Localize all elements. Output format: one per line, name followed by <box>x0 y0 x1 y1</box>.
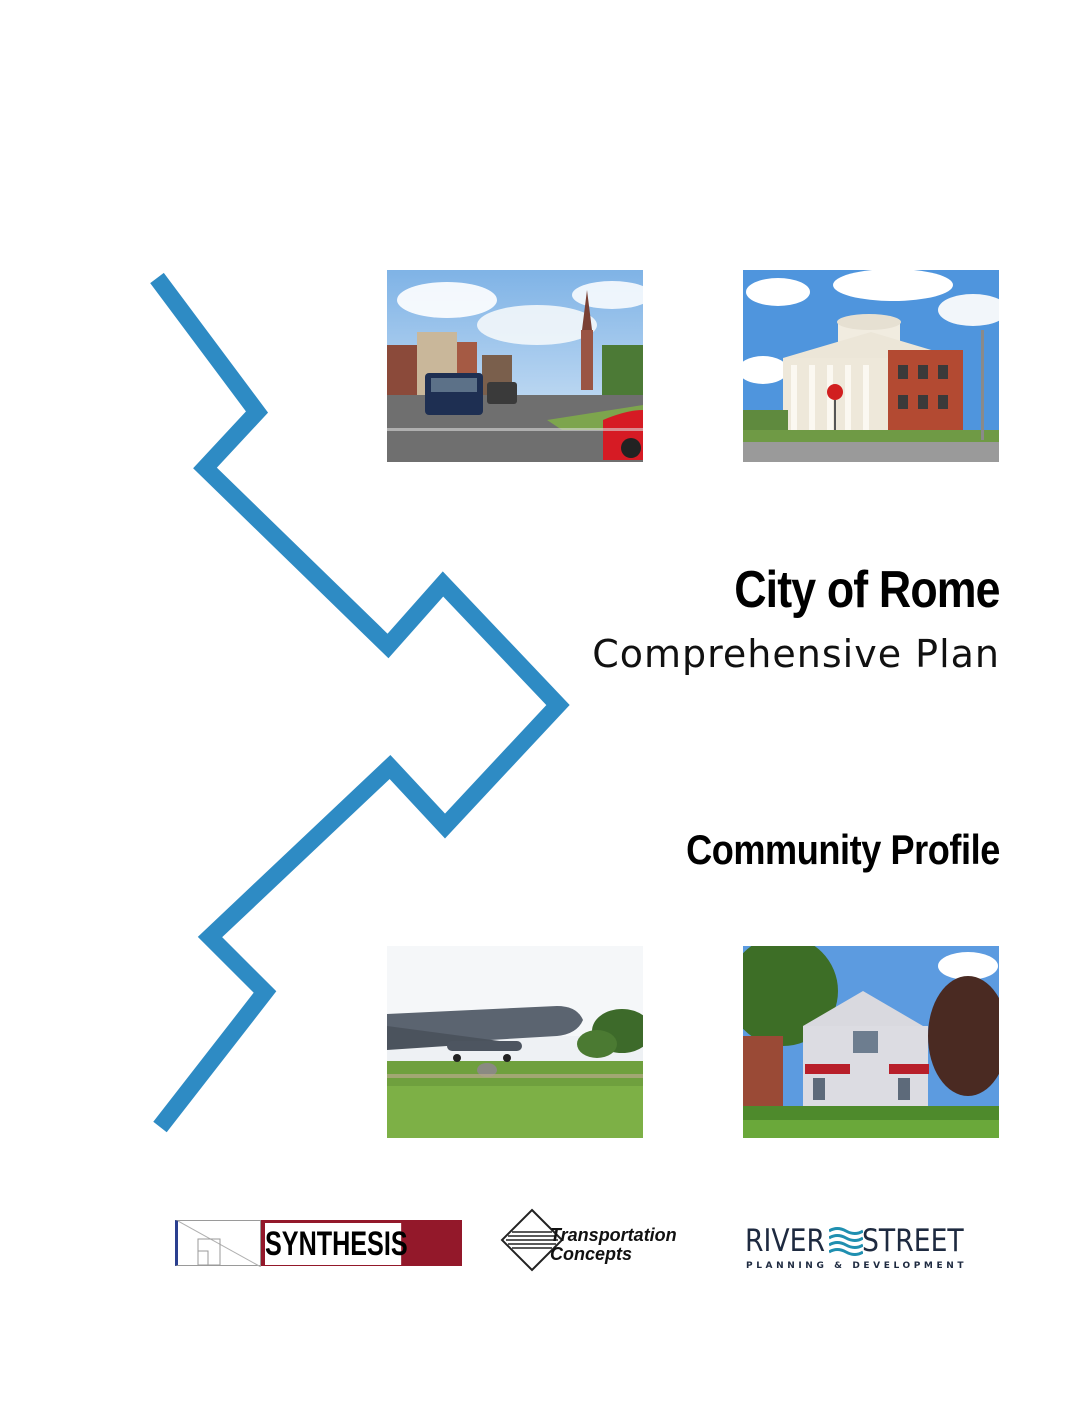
aircraft-photo <box>387 946 643 1138</box>
transportation-concepts-logo <box>500 1208 712 1272</box>
transportation-concepts-wordmark <box>550 1226 677 1264</box>
synthesis-wordmark: SYNTHESIS <box>265 1225 408 1263</box>
street-word: STREET <box>862 1223 964 1259</box>
river-word: RIVER <box>745 1223 825 1259</box>
document-title: City of Rome <box>734 561 1000 619</box>
street-photo <box>387 270 643 462</box>
courthouse-photo <box>743 270 999 462</box>
transportation-word: Transportation <box>550 1225 677 1245</box>
river-street-tagline: PLANNING & DEVELOPMENT <box>746 1261 968 1271</box>
synthesis-logo <box>175 1220 462 1268</box>
section-title: Community Profile <box>686 826 1000 873</box>
river-street-logo <box>745 1224 977 1276</box>
concepts-word: Concepts <box>550 1244 633 1264</box>
document-subtitle: Comprehensive Plan <box>592 632 1000 676</box>
synthesis-mark <box>175 1220 261 1266</box>
river-waves-mark <box>829 1226 863 1256</box>
house-photo <box>743 946 999 1138</box>
